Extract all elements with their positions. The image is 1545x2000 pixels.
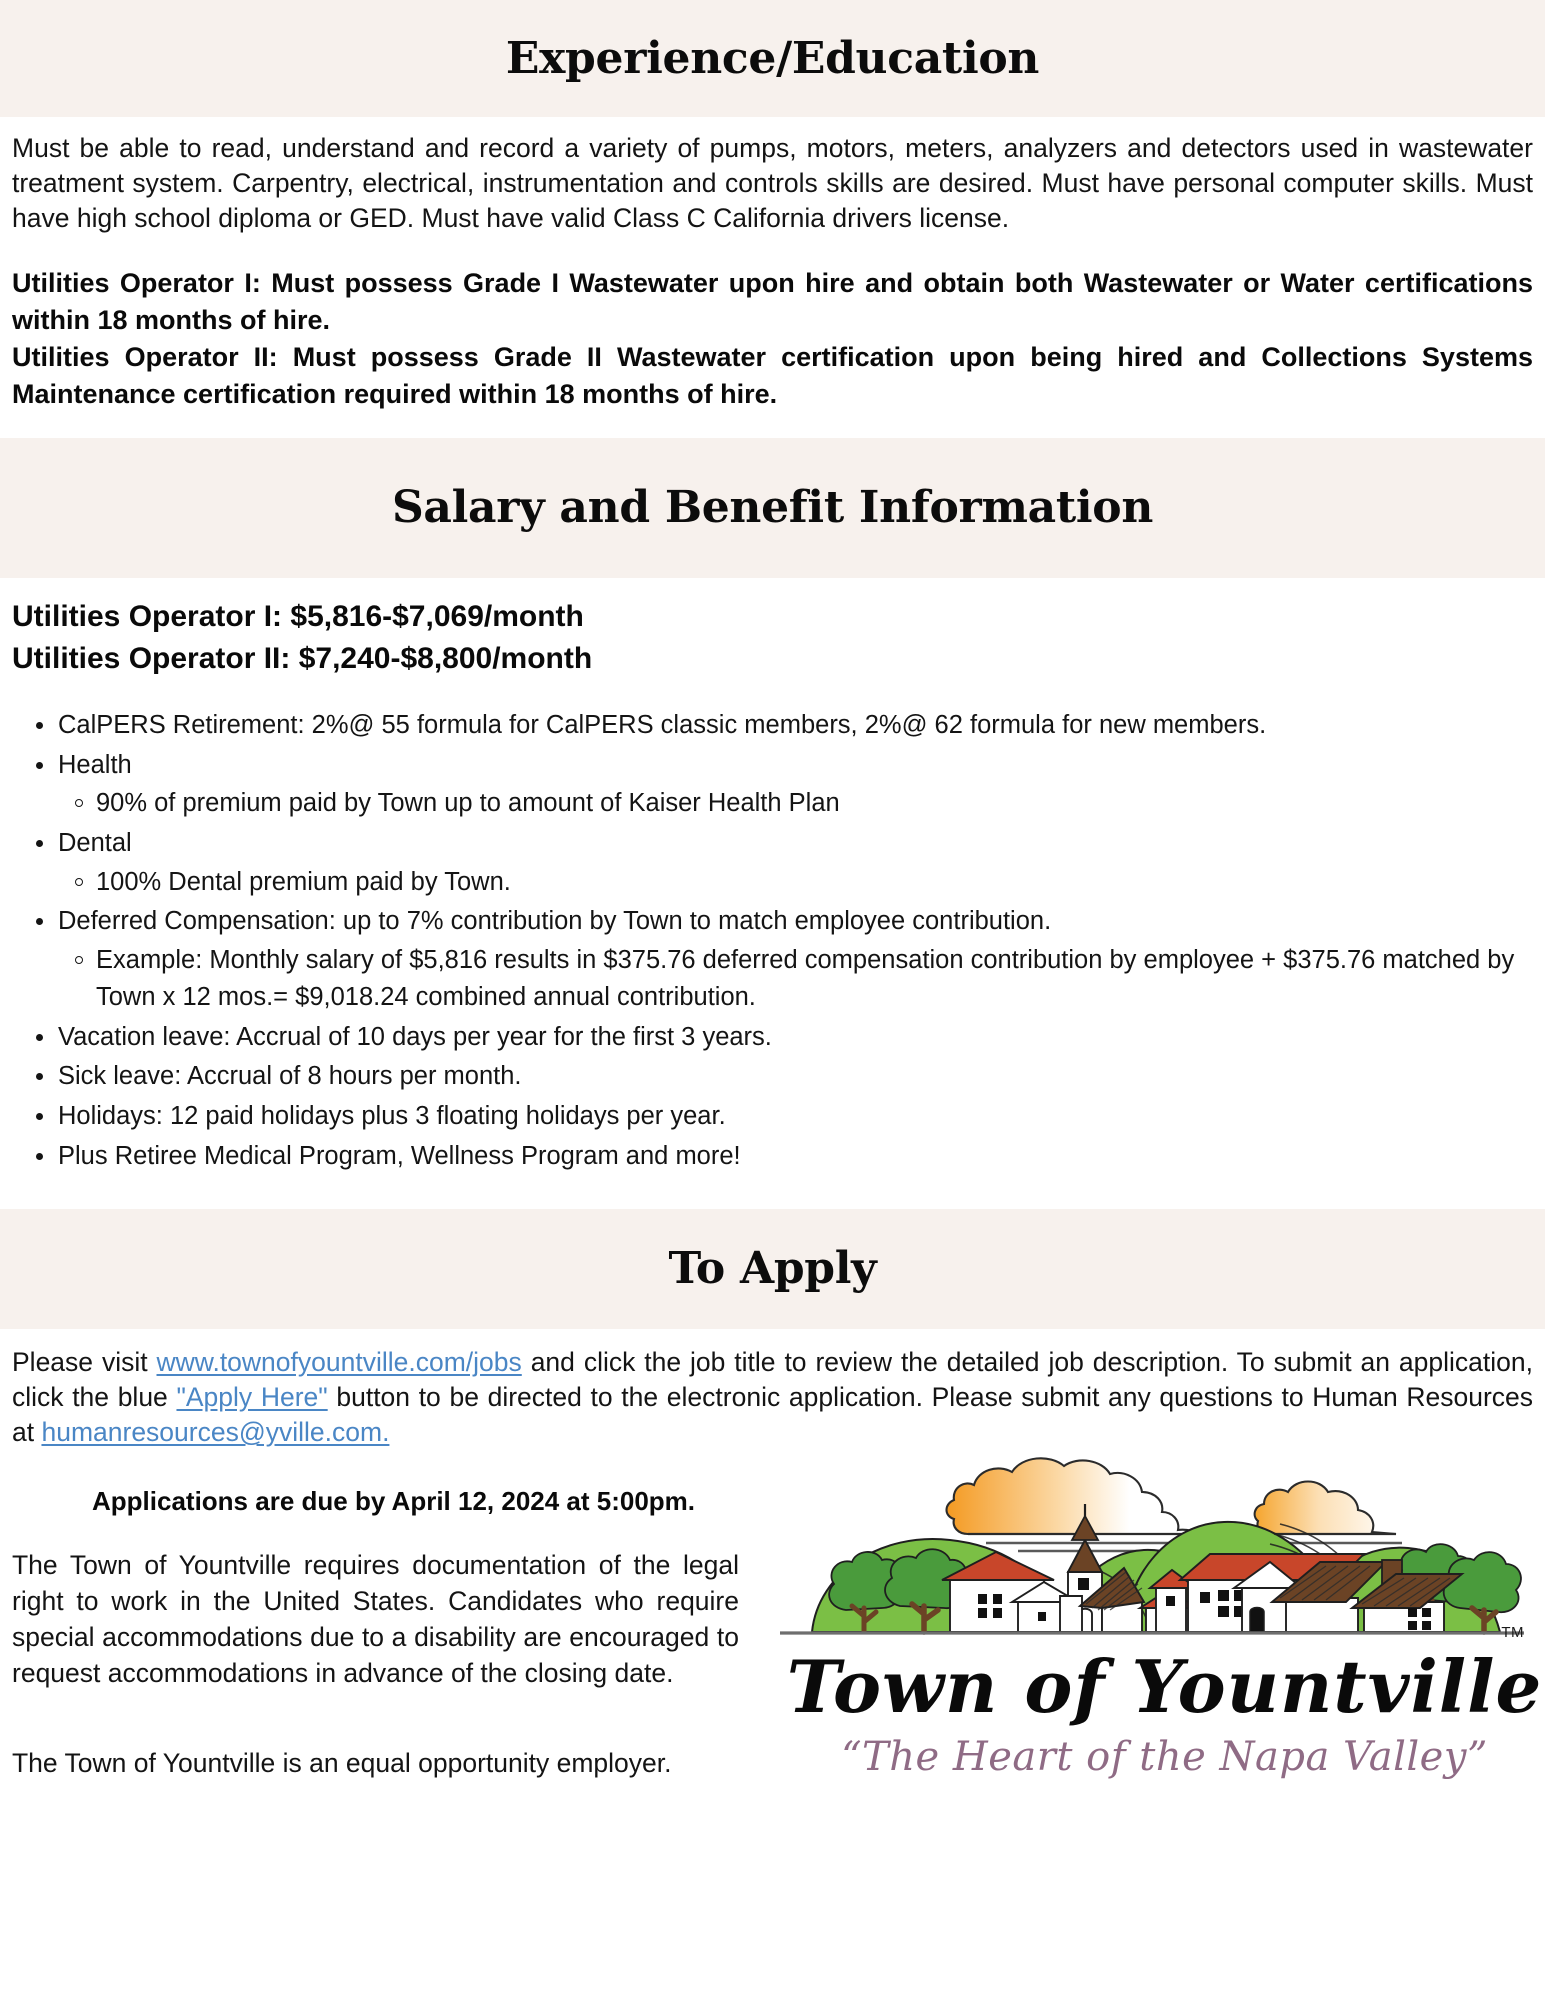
experience-body bbox=[0, 131, 1545, 414]
apply-body bbox=[0, 1345, 1545, 1782]
list-item bbox=[96, 942, 1533, 1015]
list-item bbox=[96, 785, 1533, 822]
apply-text-part-2: and click the job title to review the detailed job description. To submit an application, click the blue bbox=[12, 1346, 1533, 1412]
section-heading-apply: To Apply bbox=[668, 1243, 877, 1295]
equal-opportunity-statement: The Town of Yountville is an equal opportunity employer. bbox=[12, 1748, 672, 1779]
logo-tagline-text: “The Heart of the Napa Valley” bbox=[841, 1734, 1488, 1781]
certification-operator-1: Utilities Operator I: Must possess Grade I Wastewater upon hire and obtain both Wastewater or Water certifications within 18 months of hire. bbox=[12, 267, 1533, 335]
section-band-experience bbox=[0, 0, 1545, 117]
application-deadline: Applications are due by April 12, 2024 at 5:00pm. bbox=[92, 1486, 696, 1517]
village-scene-icon bbox=[772, 1412, 1545, 1647]
certification-operator-2: Utilities Operator II: Must possess Grade II Wastewater certification upon being hired and Collections Systems Maintenance certification required within 18 months of hire. bbox=[12, 342, 1533, 410]
town-of-yountville-logo bbox=[772, 1412, 1545, 1779]
list-item bbox=[58, 1019, 1533, 1056]
section-heading-experience: Experience/Education bbox=[505, 33, 1040, 84]
human-resources-email-link[interactable]: humanresources@yville.com. bbox=[41, 1416, 390, 1447]
section-band-apply bbox=[0, 1209, 1545, 1329]
benefits-list bbox=[12, 707, 1533, 1175]
salary-body bbox=[0, 596, 1545, 1175]
benefit-text: Plus Retiree Medical Program, Wellness Program and more! bbox=[58, 1141, 741, 1170]
benefit-text: Health bbox=[58, 750, 132, 779]
trademark-symbol: TM bbox=[1501, 1624, 1524, 1642]
salary-pay-lines bbox=[12, 596, 1533, 681]
benefit-text: CalPERS Retirement: 2%@ 55 formula for CalPERS classic members, 2%@ 62 formula for new members. bbox=[58, 710, 1267, 739]
benefit-subtext: 90% of premium paid by Town up to amount of Kaiser Health Plan bbox=[96, 789, 840, 818]
section-band-salary bbox=[0, 438, 1545, 578]
footer-text-column bbox=[12, 1547, 757, 1781]
legal-work-authorization-notice: The Town of Yountville requires documentation of the legal right to work in the United States. Candidates who require special accommodations due to a disability are encouraged to request accommodations in advance of the closing date. bbox=[12, 1550, 739, 1689]
benefit-text: Vacation leave: Accrual of 10 days per year for the first 3 years. bbox=[58, 1022, 772, 1051]
list-item bbox=[58, 1058, 1533, 1095]
benefit-text: Sick leave: Accrual of 8 hours per month. bbox=[58, 1062, 522, 1091]
salary-line-operator-2: Utilities Operator II: $7,240-$8,800/month bbox=[12, 642, 593, 676]
benefits-sublist bbox=[58, 864, 1533, 901]
benefits-sublist bbox=[58, 942, 1533, 1015]
list-item bbox=[58, 903, 1533, 1015]
benefit-text: Holidays: 12 paid holidays plus 3 floating holidays per year. bbox=[58, 1102, 726, 1131]
salary-line-operator-1: Utilities Operator I: $5,816-$7,069/month bbox=[12, 599, 584, 633]
experience-paragraph: Must be able to read, understand and record a variety of pumps, motors, meters, analyzers and detectors used in wastewater treatment system. Carpentry, electrical, instrumentation and controls skills are desired. Must have personal computer skills. Must have high school diploma or GED. Must have valid Class C California drivers license. bbox=[12, 133, 1533, 234]
section-heading-salary: Salary and Benefit Information bbox=[391, 482, 1154, 534]
benefit-text: Dental bbox=[58, 829, 132, 858]
jobs-site-link[interactable]: www.townofyountville.com/jobs bbox=[156, 1346, 522, 1377]
list-item bbox=[96, 864, 1533, 901]
benefit-text: Deferred Compensation: up to 7% contribution by Town to match employee contribution. bbox=[58, 907, 1052, 936]
list-item bbox=[58, 747, 1533, 822]
list-item bbox=[58, 1098, 1533, 1135]
benefit-subtext: 100% Dental premium paid by Town. bbox=[96, 867, 511, 896]
benefits-sublist bbox=[58, 785, 1533, 822]
apply-text-part-3: button to be directed to the electronic application. Please submit any questions to Human Resources at bbox=[12, 1381, 1534, 1447]
apply-text-part-1: Please visit bbox=[12, 1346, 157, 1377]
list-item bbox=[58, 825, 1533, 900]
building-icon bbox=[1060, 1596, 1082, 1632]
list-item bbox=[58, 1138, 1533, 1175]
footer-area bbox=[12, 1547, 1543, 1781]
apply-here-link[interactable]: "Apply Here" bbox=[176, 1381, 328, 1412]
benefit-subtext: Example: Monthly salary of $5,816 results in $375.76 deferred compensation contribution by employee + $375.76 matched by Town x 12 mos.= $9,018.24 combined annual contribution. bbox=[96, 946, 1515, 1011]
logo-wordmark-text: Town of Yountville bbox=[786, 1644, 1543, 1730]
list-item bbox=[58, 707, 1533, 744]
